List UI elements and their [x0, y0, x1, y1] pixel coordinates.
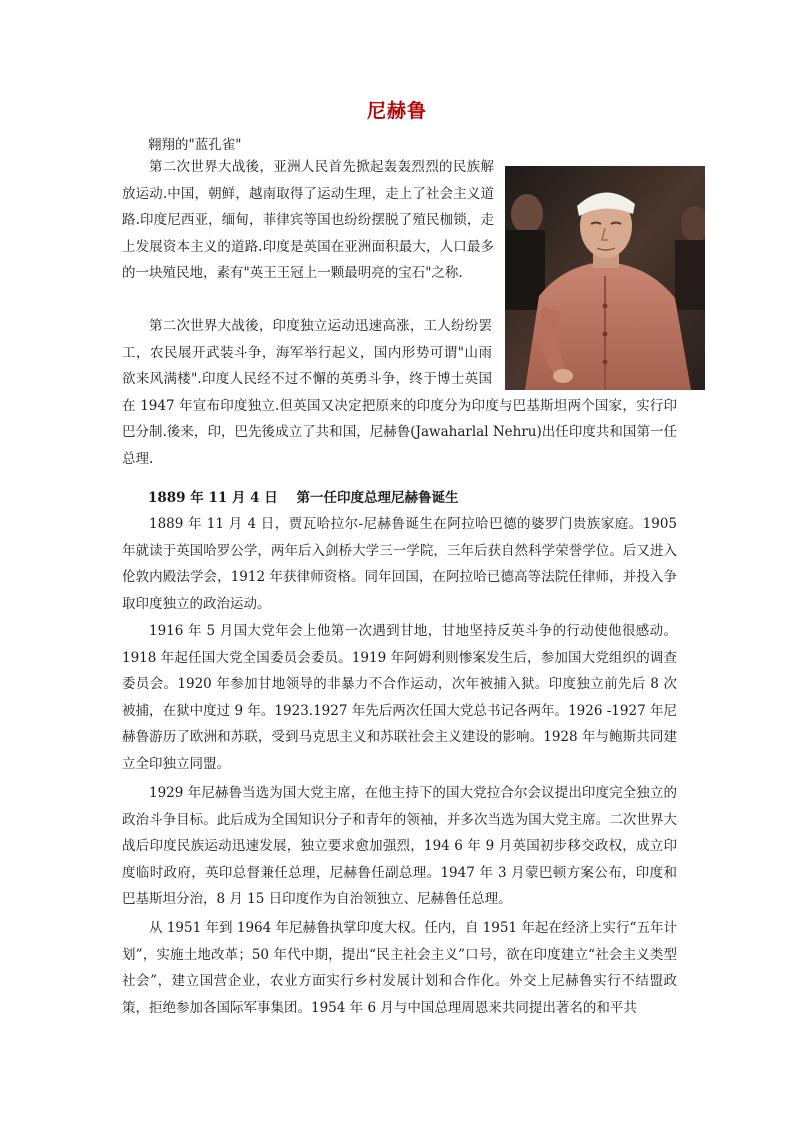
body-paragraph-3: 1929 年尼赫鲁当选为国大党主席，在他主持下的国大党拉合尔会议提出印度完全独立的政治斗争目标。此后成为全国知识分子和青年的领袖，并多次当选为国大党主席。二次世界大战后印度民族运动迅速发展，独立要求愈加强烈，194 6 年 9 月英国初步移交政权，成立印度临时政府，英印总督兼任总理，尼赫鲁任副总理。1947 年 3 月蒙巴顿方案公布，印度和巴基斯坦分治，8 月 15 日印度作为自治领独立、尼赫鲁任总理。 [122, 785, 677, 907]
intro-paragraph-2-text: 第二次世界大战後，印度独立运动迅速高涨，工人纷纷罢工，农民展开武装斗争，海军举行起义，国内形势可谓"山雨欲来风满楼".印度人民经不过不懈的英勇斗争，终于博士英国在 1947 年宣布印度独立.但英国又决定把原来的印度分为印度与巴基斯坦两个国家，实行印巴分制.後来，印，巴先後成立了共和国，尼赫鲁(Jawaharlal Nehru)出任印度共和国第一任总理. [122, 318, 677, 467]
body-paragraph-4: 从 1951 年到 1964 年尼赫鲁执掌印度大权。任内，自 1951 年起在经济上实行“五年计划”，实施土地改革；50 年代中期，提出“民主社会主义”口号，欲在印度建立“社会主义类型社会”，建立国营企业，农业方面实行乡村发展计划和合作化。外交上尼赫鲁实行不结盟政策，拒绝参加各国际军事集团。1954 年 6 月与中国总理周恩来共同提出著名的和平共 [122, 920, 677, 1016]
body-paragraph-1: 1889 年 11 月 4 日，贾瓦哈拉尔-尼赫鲁诞生在阿拉哈巴德的婆罗门贵族家庭。1905 年就读于英国哈罗公学，两年后入剑桥大学三一学院，三年后获自然科学荣誉学位。后又进入伦敦内殿法学会，1912 年获律师资格。同年回国，在阿拉哈已德高等法院任律师，并投入争取印度独立的政治运动。 [122, 516, 677, 612]
intro-paragraph-2 [122, 313, 677, 472]
body-paragraph-2: 1916 年 5 月国大党年会上他第一次遇到甘地，甘地坚持反英斗争的行动使他很感动。1918 年起任国大党全国委员会委员。1919 年阿姆利则惨案发生后，参加国大党组织的调查委员会。1920 年参加甘地领导的非暴力不合作运动，次年被捕入狱。印度独立前先后 8 次被捕，在狱中度过 9 年。1923.1927 年先后两次任国大党总书记各两年。1926 -1927 年尼赫鲁游历了欧洲和苏联，受到马克思主义和苏联社会主义建设的影响。1928 年与鲍斯共同建立全印独立同盟。 [122, 623, 677, 772]
document-subtitle: 翱翔的"蓝孔雀" [148, 137, 242, 153]
page-title: 尼赫鲁 [366, 100, 427, 122]
section-heading: 1889 年 11 月 4 日 第一任印度总理尼赫鲁诞生 [148, 490, 459, 506]
intro-paragraph-1: 第二次世界大战後，亚洲人民首先掀起轰轰烈烈的民族解放运动.中国，朝鲜，越南取得了运动生理，走上了社会主义道路.印度尼西亚，缅甸，菲律宾等国也纷纷摆脱了殖民枷锁，走上发展资本主义的道路.印度是英国在亚洲面积最大，人口最多的一块殖民地，素有"英王王冠上一颗最明亮的宝石"之称. [122, 159, 494, 281]
